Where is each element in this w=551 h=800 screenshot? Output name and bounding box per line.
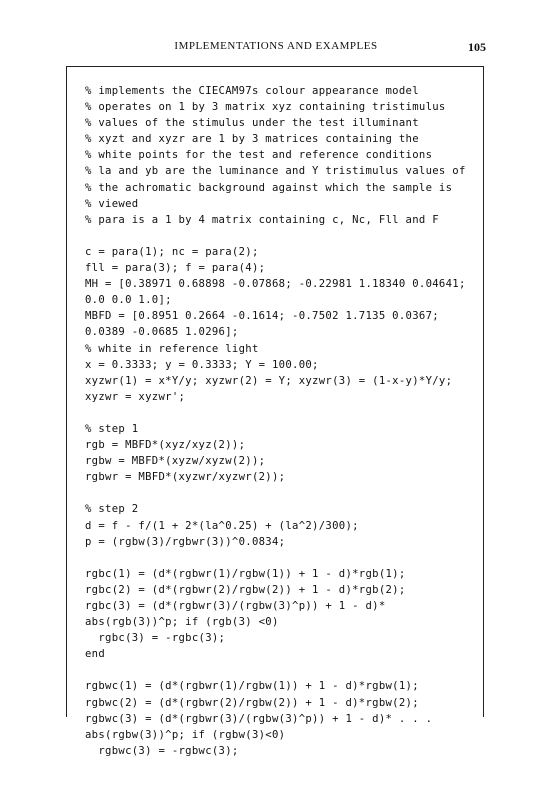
code-listing — [85, 83, 479, 759]
code-line: end — [85, 648, 106, 661]
page-header — [66, 40, 486, 58]
code-line: % para is a 1 by 4 matrix containing c, Nc, Fll and F — [85, 213, 439, 226]
code-line: rgbc(3) = (d*(rgbwr(3)/(rgbw(3)^p)) + 1 - d)* — [85, 600, 386, 612]
code-line: % implements the CIECAM97s colour appearance model — [85, 85, 419, 97]
code-line: xyzwr(1) = x*Y/y; xyzwr(2) = Y; xyzwr(3) = (1-x-y)*Y/y; — [85, 374, 453, 387]
code-line: % step 2 — [85, 503, 139, 516]
page-number: 105 — [468, 40, 486, 54]
code-line: abs(rgb(3))^p; if (rgb(3) <0) — [85, 616, 279, 629]
code-line: rgbc(2) = (d*(rgbwr(2)/rgbw(2)) + 1 - d)*rgb(2); — [85, 583, 406, 596]
code-blank-line — [85, 405, 479, 421]
code-line: % white points for the test and reference conditions — [85, 149, 433, 162]
code-line: % la and yb are the luminance and Y tristimulus values of — [85, 165, 466, 178]
code-line: % values of the stimulus under the test illuminant — [85, 117, 419, 130]
code-line: % viewed — [85, 197, 139, 210]
code-listing-box — [66, 66, 484, 757]
code-blank-line — [85, 662, 479, 678]
code-line: rgbc(3) = -rgbc(3); — [85, 632, 226, 645]
code-blank-line — [85, 228, 479, 244]
code-line: d = f - f/(1 + 2*(la^0.25) + (la^2)/300); — [85, 519, 359, 532]
code-line: MH = [0.38971 0.68898 -0.07868; -0.22981 1.18340 0.04641; — [85, 278, 466, 291]
running-head: IMPLEMENTATIONS AND EXAMPLES — [174, 40, 378, 52]
code-line: % operates on 1 by 3 matrix xyz containing tristimulus — [85, 101, 446, 114]
code-line: % step 1 — [85, 422, 139, 435]
code-line: rgbw = MBFD*(xyzw/xyzw(2)); — [85, 455, 266, 468]
code-line: rgb = MBFD*(xyz/xyz(2)); — [85, 439, 246, 452]
code-line: 0.0 0.0 1.0]; — [85, 294, 172, 307]
code-line: xyzwr = xyzwr'; — [85, 390, 186, 403]
code-line: 0.0389 -0.0685 1.0296]; — [85, 326, 239, 339]
code-line: rgbwc(2) = (d*(rgbwr(2)/rgbw(2)) + 1 - d)*rgbw(2); — [85, 696, 419, 709]
code-line: % xyzt and xyzr are 1 by 3 matrices containing the — [85, 133, 419, 146]
code-line: c = para(1); nc = para(2); — [85, 245, 259, 258]
code-line: x = 0.3333; y = 0.3333; Y = 100.00; — [85, 358, 319, 371]
code-blank-line — [85, 485, 479, 501]
code-line: rgbwc(3) = -rgbwc(3); — [85, 744, 239, 757]
code-line: rgbwc(3) = (d*(rgbwr(3)/(rgbw(3)^p)) + 1 - d)* . . . — [85, 712, 433, 725]
code-line: abs(rgbw(3))^p; if (rgbw(3)<0) — [85, 728, 286, 741]
code-line: p = (rgbw(3)/rgbwr(3))^0.0834; — [85, 535, 286, 548]
code-line: rgbwc(1) = (d*(rgbwr(1)/rgbw(1)) + 1 - d)*rgbw(1); — [85, 680, 419, 693]
code-line: fll = para(3); f = para(4); — [85, 262, 266, 275]
code-line: % the achromatic background against which the sample is — [85, 181, 453, 194]
code-line: rgbwr = MBFD*(xyzwr/xyzwr(2)); — [85, 471, 286, 484]
code-line: MBFD = [0.8951 0.2664 -0.1614; -0.7502 1.7135 0.0367; — [85, 310, 439, 323]
code-line: rgbc(1) = (d*(rgbwr(1)/rgbw(1)) + 1 - d)*rgb(1); — [85, 567, 406, 580]
code-blank-line — [85, 550, 479, 566]
code-line: % white in reference light — [85, 342, 259, 355]
